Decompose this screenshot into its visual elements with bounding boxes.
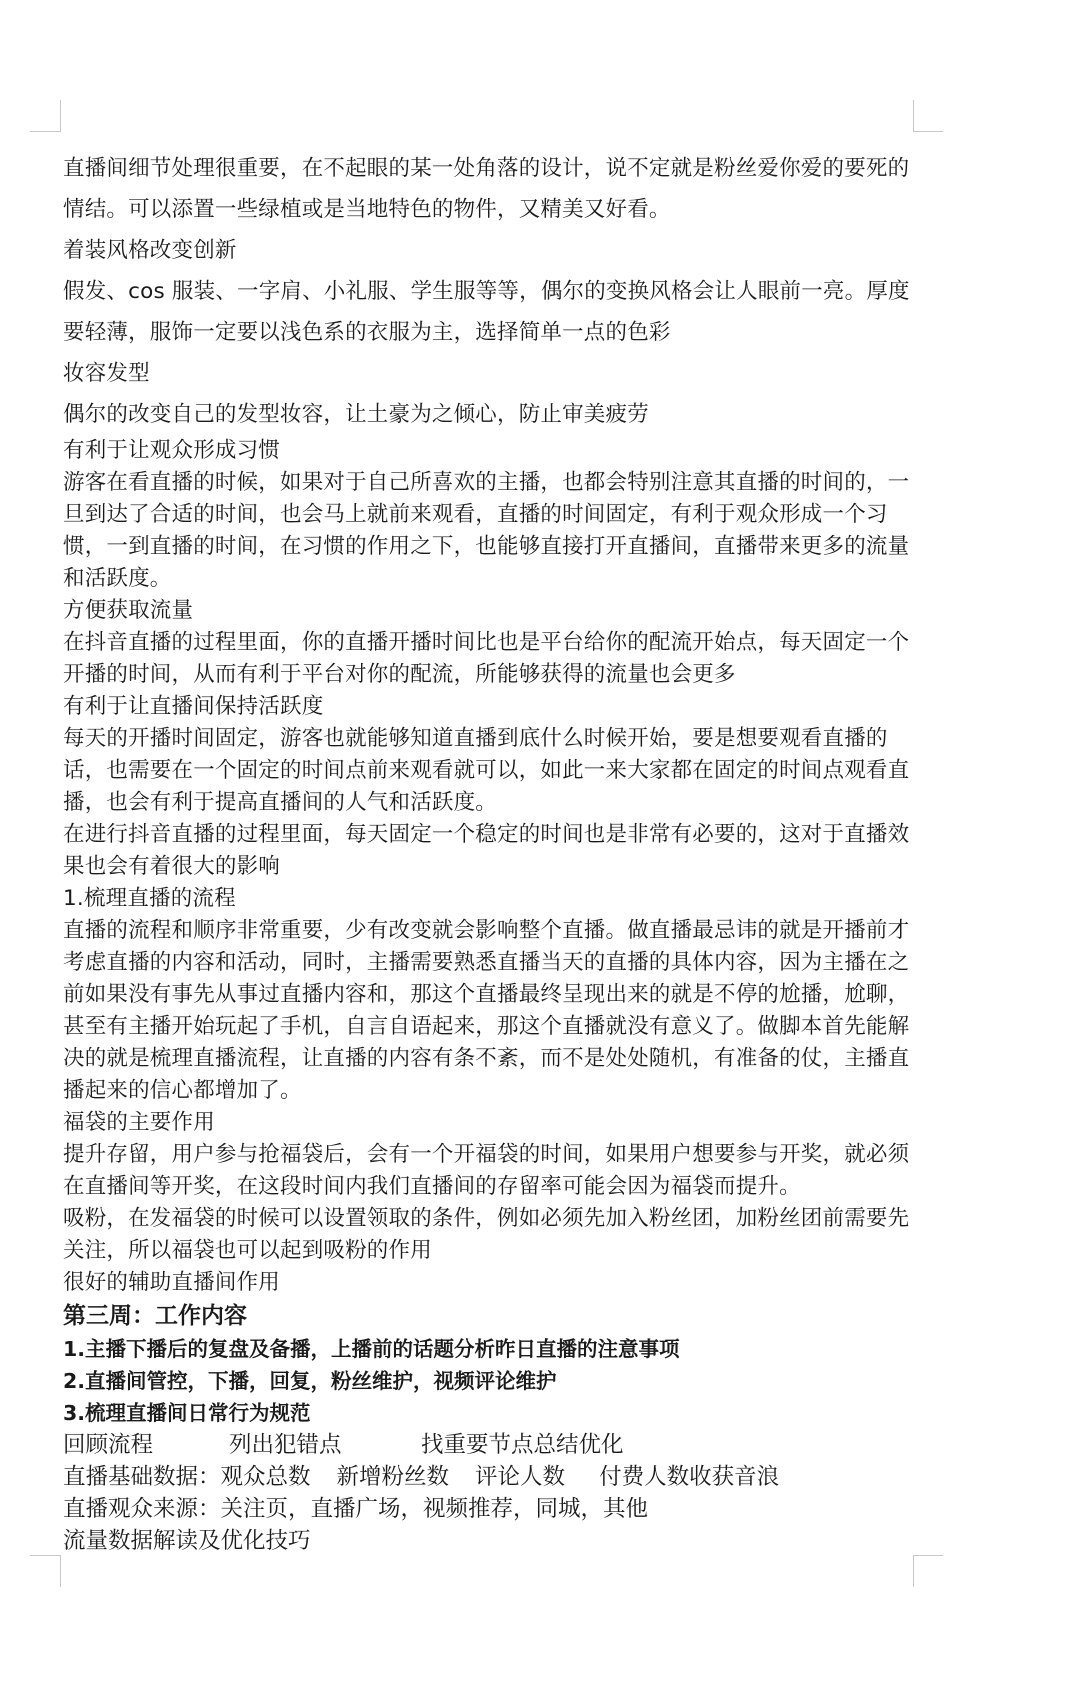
week-heading: 第三周：工作内容 xyxy=(63,1303,247,1329)
review-step: 回顾流程 xyxy=(63,1432,154,1458)
paragraph: 福袋的主要作用 xyxy=(63,1110,215,1135)
paragraph: 提升存留，用户参与抢福袋后，会有一个开福袋的时间，如果用户想要参与开奖，就必须在直播间等开奖，在这段时间内我们直播间的存留率可能会因为福袋而提升。 xyxy=(63,1142,910,1199)
paragraph: 方便获取流量 xyxy=(63,598,194,623)
crop-mark-bottom-right xyxy=(913,1555,943,1556)
review-row xyxy=(63,1429,913,1461)
crop-mark-top-left xyxy=(30,131,60,132)
paragraph: 偶尔的改变自己的发型妆容，让土豪为之倾心，防止审美疲劳 xyxy=(63,402,649,427)
basic-data-item: 评论人数 xyxy=(475,1464,566,1490)
final-line-text: 流量数据解读及优化技巧 xyxy=(63,1528,311,1554)
paragraph: 妆容发型 xyxy=(63,361,150,386)
crop-mark-bottom-left xyxy=(30,1555,60,1556)
paragraph: 每天的开播时间固定，游客也就能够知道直播到底什么时候开始，要是想要观看直播的话，也需要在一个固定的时间点前来观看就可以，如此一来大家都在固定的时间点观看直播，也会有利于提高直播间的人气和活跃度。 xyxy=(63,726,910,815)
crop-mark-top-right xyxy=(913,131,943,132)
bold-item: 3.梳理直播间日常行为规范 xyxy=(63,1401,311,1425)
basic-data-row xyxy=(63,1461,913,1493)
basic-data-item: 观众总数 xyxy=(220,1464,311,1490)
paragraph: 很好的辅助直播间作用 xyxy=(63,1270,281,1295)
paragraph: 假发、cos 服装、一字肩、小礼服、学生服等等，偶尔的变换风格会让人眼前一亮。厚度要轻薄，服饰一定要以浅色系的衣服为主，选择简单一点的色彩 xyxy=(63,279,910,345)
paragraph: 在进行抖音直播的过程里面，每天固定一个稳定的时间也是非常有必要的，这对于直播效果也会有着很大的影响 xyxy=(63,822,910,879)
basic-data-item: 付费人数收获音浪 xyxy=(599,1464,780,1490)
crop-mark-top-left xyxy=(60,100,61,132)
paragraph: 着装风格改变创新 xyxy=(63,238,237,263)
review-step: 找重要节点总结优化 xyxy=(421,1432,624,1458)
review-step: 列出犯错点 xyxy=(229,1432,342,1458)
paragraph: 吸粉，在发福袋的时候可以设置领取的条件，例如必须先加入粉丝团，加粉丝团前需要先关注，所以福袋也可以起到吸粉的作用 xyxy=(63,1206,910,1263)
paragraph: 有利于让观众形成习惯 xyxy=(63,438,281,463)
basic-data-label: 直播基础数据： xyxy=(63,1464,221,1490)
paragraph: 直播的流程和顺序非常重要，少有改变就会影响整个直播。做直播最忌讳的就是开播前才考虑直播的内容和活动，同时，主播需要熟悉直播当天的直播的具体内容，因为主播在之前如果没有事先从事过直播内容和，那这个直播最终呈现出来的就是不停的尬播，尬聊，甚至有主播开始玩起了手机，自言自语起来，那这个直播就没有意义了。做脚本首先能解决的就是梳理直播流程，让直播的内容有条不紊，而不是处处随机，有准备的仗，主播直播起来的信心都增加了。 xyxy=(63,918,910,1103)
final-line xyxy=(63,1525,913,1557)
crop-mark-bottom-right xyxy=(913,1555,914,1587)
paragraph: 游客在看直播的时候，如果对于自己所喜欢的主播，也都会特别注意其直播的时间的，一旦到达了合适的时间，也会马上就前来观看，直播的时间固定，有利于观众形成一个习惯，一到直播的时间，在习惯的作用之下，也能够直接打开直播间，直播带来更多的流量和活跃度。 xyxy=(63,470,910,591)
audience-source-row xyxy=(63,1493,913,1525)
basic-data-item: 新增粉丝数 xyxy=(336,1464,450,1490)
crop-mark-bottom-left xyxy=(60,1555,61,1587)
crop-mark-top-right xyxy=(913,100,914,132)
bold-item: 1.主播下播后的复盘及备播，上播前的话题分析昨日直播的注意事项 xyxy=(63,1337,680,1361)
document-body xyxy=(63,148,913,1557)
paragraph: 1.梳理直播的流程 xyxy=(63,886,236,911)
bold-item: 2.直播间管控，下播，回复，粉丝维护，视频评论维护 xyxy=(63,1369,557,1393)
paragraph: 有利于让直播间保持活跃度 xyxy=(63,694,324,719)
paragraph: 直播间细节处理很重要，在不起眼的某一处角落的设计，说不定就是粉丝爱你爱的要死的情结。可以添置一些绿植或是当地特色的物件，又精美又好看。 xyxy=(63,156,910,222)
audience-source-text: 直播观众来源：关注页，直播广场，视频推荐，同城，其他 xyxy=(63,1496,649,1522)
paragraph: 在抖音直播的过程里面，你的直播开播时间比也是平台给你的配流开始点，每天固定一个开播的时间，从而有利于平台对你的配流，所能够获得的流量也会更多 xyxy=(63,630,910,687)
paragraph-list xyxy=(63,148,913,1299)
